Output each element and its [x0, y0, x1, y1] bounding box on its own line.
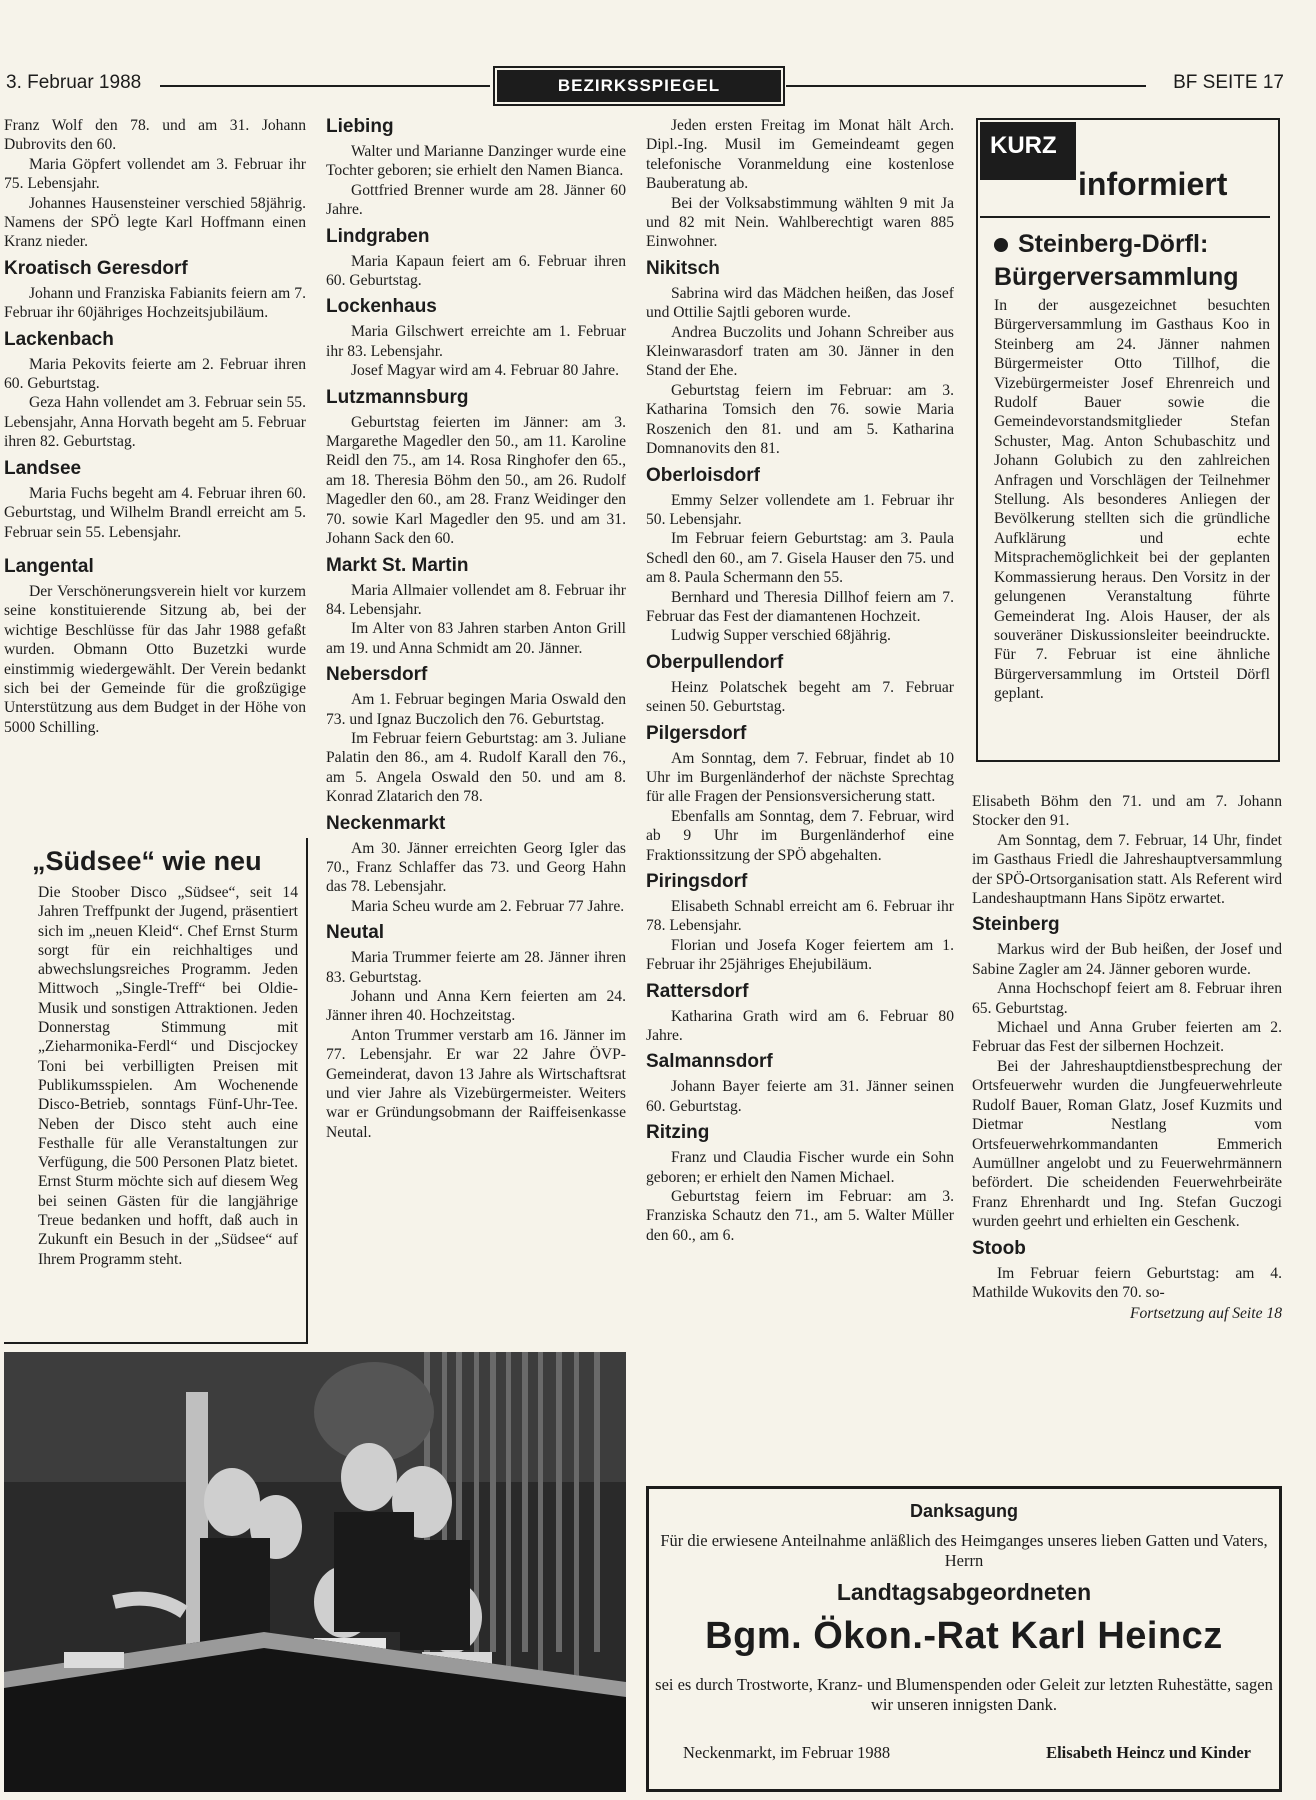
- paragraph: Im Februar feiern Geburtstag: am 3. Paula Schedl den 60., am 7. Gisela Hauser den 75. und am 8. Paula Schermann den 55.: [646, 530, 954, 587]
- paragraph: Geza Hahn vollendet am 3. Februar sein 55. Lebensjahr, Anna Horvath begeht am 5. Februar ihren 82. Geburtstag.: [4, 394, 306, 451]
- danksagung-intro: Für die erwiesene Anteilnahme anläßlich des Heimganges unseres lieben Gatten und Vaters, Herrn: [660, 1531, 1268, 1570]
- heading-landsee: Landsee: [4, 457, 82, 479]
- heading-lockenhaus: Lockenhaus: [326, 296, 437, 318]
- header-rule-right: [786, 85, 1146, 87]
- paragraph: Josef Magyar wird am 4. Februar 80 Jahre.: [350, 362, 620, 380]
- heading-piringsdorf: Piringsdorf: [646, 871, 748, 892]
- paragraph: Maria Scheu wurde am 2. Februar 77 Jahre.: [350, 897, 625, 915]
- paragraph: Maria Trummer feierte am 28. Jänner ihren 83. Geburtstag.: [326, 949, 626, 986]
- paragraph: Franz Wolf den 78. und am 31. Johann Dubrovits den 60.: [4, 117, 306, 154]
- paragraph: Bei der Volksabstimmung wählten 9 mit Ja und 82 mit Nein. Wahlberechtigt waren 885 Einwohner.: [646, 194, 954, 251]
- paragraph: Bernhard und Theresia Dillhof feiern am 7. Februar das Fest der diamantenen Hochzeit.: [646, 588, 954, 625]
- paragraph: Katharina Grath wird am 6. Februar 80 Jahre.: [646, 1007, 954, 1045]
- column-1: [4, 116, 306, 737]
- issue-date: 3. Februar 1988: [6, 72, 142, 93]
- paragraph: Am Sonntag, dem 7. Februar, 14 Uhr, findet im Gasthaus Friedl die Jahreshauptversammlung der SPÖ-Ortsorganisation statt. Als Referent wird Landeshauptmann Hans Sipötz erwartet.: [972, 831, 1282, 908]
- paragraph: Maria Fuchs begeht am 4. Februar ihren 60. Geburtstag, und Wilhelm Brandl erreicht am 5. Februar sein 55. Lebensjahr.: [4, 484, 306, 541]
- kurz-title-text: Steinberg-Dörfl: Bürgerversammlung: [994, 230, 1239, 291]
- column-2: [326, 116, 626, 1142]
- page-number: BF SEITE 17: [1173, 72, 1284, 93]
- heading-ritzing: Ritzing: [646, 1122, 710, 1144]
- paragraph: Heinz Polatschek begeht am 7. Februar seinen 50. Geburtstag.: [646, 678, 954, 716]
- paragraph: Geburtstag feierten im Jänner: am 3. Margarethe Magedler den 50., am 11. Karoline Reidl den 75., am 14. Rosa Ringhofer den 65., am 18. Theresia Böhm den 50., am 26. Rudolf Magedler den 60., am 28. Franz Weidinger den 70. sowie Karl Magedler den 95. und am 31. Johann Sack den 60.: [326, 413, 626, 548]
- heading-oberloisdorf: Oberloisdorf: [646, 464, 761, 486]
- paragraph: Emmy Selzer vollendete am 1. Februar ihr 50. Lebensjahr.: [646, 491, 954, 528]
- heading-oberpullendorf: Oberpullendorf: [646, 651, 784, 673]
- paragraph: Johann und Franziska Fabianits feiern am 7. Februar ihr 60jähriges Hochzeitsjubiläum.: [4, 284, 306, 322]
- heading-nebersdorf: Nebersdorf: [326, 664, 428, 686]
- paragraph: Maria Gilschwert erreichte am 1. Februar ihr 83. Lebensjahr.: [326, 323, 626, 360]
- heading-nikitsch: Nikitsch: [646, 257, 720, 279]
- paragraph: Der Verschönerungsverein hielt vor kurzem seine konstituierende Sitzung ab, bei der wichtige Beschlüsse für das Jahr 1988 gefaßt wurden. Obmann Otto Buzetzki wurde einstimmig wiedergewählt. Der Verein bedankt sich bei der Gemeinde für die großzügige Unterstützung aus dem Budget in der Höhe von 5000 Schilling.: [4, 582, 306, 736]
- danksagung-box: [646, 1486, 1282, 1792]
- heading-liebing: Liebing: [326, 116, 394, 137]
- paragraph: Am 30. Jänner erreichten Georg Igler das 70., Franz Schlaffer das 73. und Georg Hahn das 78. Lebensjahr.: [326, 839, 626, 896]
- heading-steinberg: Steinberg: [972, 914, 1060, 936]
- paragraph: Bei der Jahreshauptdienstbesprechung der Ortsfeuerwehr wurden die Jungfeuerwehrleute Rudolf Bauer, Roman Glatz, Josef Kuzmits und Dietmar Nestlang vom Ortsfeuerwehrkommandanten Emmerich Aumüllner angelobt und zu Feuerwehrmännern befördert. Die scheidenden Feuerwehrbeiräte Franz Ehrenhardt und Ing. Stefan Guczogi wurden geehrt und erhielten ein Geschenk.: [972, 1057, 1282, 1231]
- paragraph: Im Februar feiern Geburtstag: am 4. Mathilde Wukovits den 70. so-: [972, 1264, 1282, 1301]
- kurz-tag: KURZ: [980, 122, 1076, 180]
- paragraph: Elisabeth Schnabl erreicht am 6. Februar ihr 78. Lebensjahr.: [646, 898, 954, 935]
- heading-langental: Langental: [4, 555, 94, 577]
- heading-salmannsdorf: Salmannsdorf: [646, 1051, 773, 1073]
- danksagung-role: Landtagsabgeordneten: [836, 1579, 1092, 1605]
- page-header: [0, 70, 1290, 100]
- paragraph: Franz und Claudia Fischer wurde ein Sohn geboren; er erhielt den Namen Michael.: [646, 1149, 954, 1186]
- paragraph: Florian und Josefa Koger feiertem am 1. Februar ihr 25jähriges Ehejubiläum.: [646, 936, 954, 974]
- heading-kroatisch-geresdorf: Kroatisch Geresdorf: [4, 257, 188, 279]
- paragraph: Ludwig Supper verschied 68jährig.: [670, 627, 891, 645]
- heading-lindgraben: Lindgraben: [326, 225, 430, 247]
- paragraph: Im Alter von 83 Jahren starben Anton Grill am 19. und Anna Schmidt am 20. Jänner.: [326, 620, 626, 657]
- danksagung-text: sei es durch Trostworte, Kranz- und Blumenspenden oder Geleit zur letzten Ruhestätte, sagen wir unseren innigsten Dank.: [655, 1675, 1273, 1714]
- paragraph: Elisabeth Böhm den 71. und am 7. Johann Stocker den 91.: [972, 793, 1282, 830]
- heading-stoob: Stoob: [972, 1237, 1026, 1259]
- paragraph: Sabrina wird das Mädchen heißen, das Josef und Ottilie Sajtli geboren wurde.: [646, 284, 954, 322]
- paragraph: Maria Pekovits feierte am 2. Februar ihren 60. Geburtstag.: [4, 355, 306, 393]
- paragraph: Im Februar feiern Geburtstag: am 3. Juliane Palatin den 86., am 4. Rudolf Karall den 76., am 5. Angela Oswald den 50. und am 8. Konrad Zlatarich den 78.: [326, 729, 626, 806]
- danksagung-title: Danksagung: [909, 1501, 1019, 1521]
- paragraph: Gottfried Brenner wurde am 28. Jänner 60 Jahre.: [326, 181, 626, 219]
- paragraph: Maria Kapaun feiert am 6. Februar ihren 60. Geburtstag.: [326, 252, 626, 290]
- heading-markt-st-martin: Markt St. Martin: [326, 554, 469, 576]
- photo-illustration: [4, 1352, 626, 1792]
- paragraph: Markus wird der Bub heißen, der Josef und Sabine Zagler am 24. Jänner geboren wurde.: [972, 941, 1282, 978]
- paragraph: Anna Hochschopf feiert am 8. Februar ihren 65. Geburtstag.: [972, 980, 1282, 1017]
- paragraph: Geburtstag feiern im Februar: am 3. Franziska Schautz den 71., am 5. Walter Müller den 60., am 6.: [646, 1188, 954, 1244]
- disco-photo: [4, 1352, 626, 1792]
- paragraph: Am Sonntag, dem 7. Februar, findet ab 10 Uhr im Burgenländerhof der nächste Sprechtag für alle Fragen der Pensionsversicherung statt.: [646, 749, 954, 806]
- paragraph: Ebenfalls am Sonntag, dem 7. Februar, wird ab 9 Uhr im Burgenländerhof eine Fraktionssitzung der SPÖ abgehalten.: [646, 807, 954, 864]
- paragraph: Johann Bayer feierte am 31. Jänner seinen 60. Geburtstag.: [646, 1078, 954, 1115]
- continuation-note: Fortsetzung auf Seite 18: [1129, 1305, 1282, 1323]
- paragraph: Andrea Buczolits und Johann Schreiber aus Kleinwarasdorf traten am 30. Jänner in den Stand der Ehe.: [646, 323, 954, 380]
- danksagung-place: Neckenmarkt, im Februar 1988: [683, 1743, 891, 1762]
- column-4: [972, 792, 1282, 1324]
- heading-lackenbach: Lackenbach: [4, 328, 114, 350]
- paragraph: Maria Göpfert vollendet am 3. Februar ihr 75. Lebensjahr.: [4, 155, 306, 193]
- kurz-divider: [980, 216, 1270, 218]
- kurz-text: In der ausgezeichnet besuchten Bürgerversammlung im Gasthaus Koo in Steinberg am 24. Jänner nahmen Bürgermeister Otto Tillhof, die Vizebürgermeister Josef Ehrenreich und Rudolf Bauer sowie die Gemeindevorstandsmitglieder Stefan Schuster, Mag. Anton Schubaschitz und Johann Golubich zu den zahlreichen Anfragen und Vorschlägen der Teilnehmer Stellung. Als besonderes Anliegen der Bevölkerung stellten sich die gründliche Aufklärung und echte Mitsprachemöglichkeit bei der geplanten Kommassierung heraus. Den Vorsitz in der gelungenen Veranstaltung führte Gemeinderat Ing. Alois Hauser, der als souveräner Diskussionsleiter beeindruckte. Für 7. Februar ist eine ähnliche Bürgerversammlung im Ortsteil Dörfl geplant.: [994, 297, 1270, 703]
- kurz-informiert-box: [976, 118, 1280, 762]
- paragraph: Am 1. Februar begingen Maria Oswald den 73. und Ignaz Buczolich den 76. Geburtstag.: [326, 691, 626, 728]
- paragraph: Michael und Anna Gruber feierten am 2. Februar das Fest der silbernen Hochzeit.: [972, 1019, 1282, 1056]
- column-3: [646, 116, 954, 1245]
- paragraph: Walter und Marianne Danzinger wurde eine Tochter geboren; sie erhielt den Namen Bianca.: [326, 143, 626, 180]
- suedsee-article-box: [4, 838, 308, 1344]
- paragraph: Anton Trummer verstarb am 16. Jänner im 77. Lebensjahr. Er war 22 Jahre ÖVP-Gemeinderat, davon 13 Jahre als Wirtschaftsrat und vier Jahre als Vizebürgermeister. Weiters war er Gründungsobmann der Raiffeisenkasse Neutal.: [326, 1026, 626, 1141]
- heading-neckenmarkt: Neckenmarkt: [326, 812, 446, 834]
- paragraph: Geburtstag feiern im Februar: am 3. Katharina Tomsich den 76. sowie Maria Roszenich den 81. und am 5. Katharina Domnanovits den 81.: [646, 381, 954, 458]
- heading-rattersdorf: Rattersdorf: [646, 980, 749, 1002]
- suedsee-title: „Südsee“ wie neu: [32, 846, 262, 876]
- heading-neutal: Neutal: [326, 922, 385, 944]
- heading-lutzmannsburg: Lutzmannsburg: [326, 386, 469, 408]
- section-masthead: BEZIRKSSPIEGEL: [497, 70, 781, 102]
- bullet-icon: [994, 238, 1008, 252]
- paragraph: Jeden ersten Freitag im Monat hält Arch. Dipl.-Ing. Musil im Gemeindeamt gegen telefonische Voranmeldung eine kostenlose Bauberatung ab.: [646, 117, 954, 193]
- paragraph: Johann und Anna Kern feierten am 24. Jänner ihren 40. Hochzeitstag.: [326, 988, 626, 1025]
- danksagung-name: Bgm. Ökon.-Rat Karl Heincz: [705, 1615, 1223, 1657]
- danksagung-family: Elisabeth Heincz und Kinder: [1046, 1743, 1251, 1762]
- kurz-tag-informiert: informiert: [1078, 166, 1228, 202]
- heading-pilgersdorf: Pilgersdorf: [646, 722, 747, 744]
- paragraph: Johannes Hausensteiner verschied 58jährig. Namens der SPÖ legte Karl Hoffmann einen Kranz nieder.: [4, 194, 306, 251]
- paragraph: Maria Allmaier vollendet am 8. Februar ihr 84. Lebensjahr.: [326, 581, 626, 618]
- suedsee-text: Die Stoober Disco „Südsee“, seit 14 Jahren Treffpunkt der Jugend, präsentiert sich im „neuen Kleid“. Chef Ernst Sturm sorgt für ein reichhaltiges und abwechslungsreiches Programm. Jeden Mittwoch „Single-Treff“ bei Oldie-Musik und sonstigen Attraktionen. Jeden Donnerstag Stimmung mit „Zieharmonika-Ferdl“ und Discjockey Toni bei verbilligten Preisen mit Publikumsspielen. Am Wochenende Disco-Betrieb, sonntags Fünf-Uhr-Tee. Neben der Disco steht auch eine Festhalle für alle Veranstaltungen zur Verfügung, die 500 Personen Platz bietet. Ernst Sturm möchte sich auf diesem Weg bei seinen Gästen für die langjährige Treue bedanken und hofft, daß auch in Zukunft ein Besuch in der „Südsee“ auf Ihrem Programm steht.: [38, 884, 298, 1268]
- kurz-title: [994, 228, 1274, 294]
- header-rule-left: [160, 85, 490, 87]
